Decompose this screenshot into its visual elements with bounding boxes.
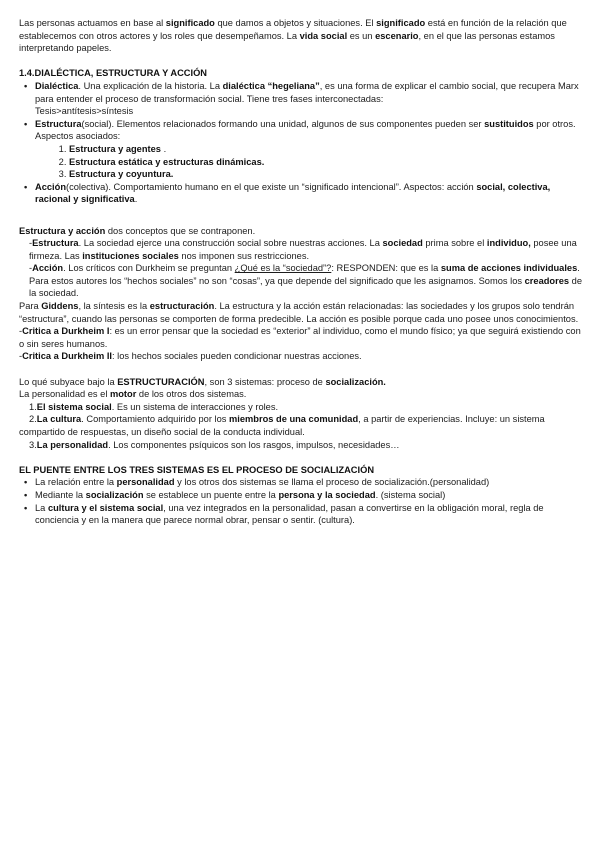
text: (social). Elementos relacionados formando una unidad, algunos de sus componentes pueden ser xyxy=(81,118,485,129)
list-item xyxy=(69,143,585,156)
bold-term: Giddens xyxy=(41,301,79,312)
bold-term: socialización xyxy=(85,489,144,500)
text: es un xyxy=(347,30,376,41)
text: , una vez integrados en la personalidad, pasan a convertirse en la obligación moral, regla de conciencia y en la manera que parece normal obrar, pensar o sentir. (cultura). xyxy=(35,502,544,526)
bold-term: Acción xyxy=(35,181,66,192)
item-number: 2. xyxy=(29,414,37,425)
bold-term: significado xyxy=(165,18,215,28)
bold-term: ESTRUCTURACIÓN xyxy=(117,376,205,387)
bold-term: sustituidos xyxy=(484,118,534,129)
text: nos imponen sus restricciones. xyxy=(178,250,310,261)
bold-term: creadores xyxy=(524,275,570,286)
paragraph-giddens xyxy=(19,300,585,325)
text: La xyxy=(35,502,48,513)
bold-term: escenario xyxy=(375,30,419,41)
text: . xyxy=(134,194,138,205)
text: : los hechos sociales pueden condicionar nuestras acciones. xyxy=(112,351,362,362)
paragraph xyxy=(19,225,585,238)
text: Las personas actuamos en base al xyxy=(19,18,166,28)
text: La personalidad es el xyxy=(19,389,110,400)
text: : es un error pensar que la sociedad es “exterior” al individuo, como el mundo físico; ya que seguirá existiendo con o sin seres humanos. xyxy=(19,326,581,349)
text: y los otros dos sistemas se llama el proceso de socialización.(personalidad) xyxy=(174,477,490,488)
bold-term: Acción xyxy=(32,263,64,274)
text: . Una explicación de la historia. La xyxy=(78,80,223,91)
paragraph-estructuracion xyxy=(19,376,585,389)
list-item-personalidad xyxy=(19,439,585,452)
text: , es una forma de explicar el cambio social, que recupera Marx para entender el proceso de transformación social. Tiene tres fases interconectadas: xyxy=(35,80,579,104)
bold-term: individuo, xyxy=(486,238,531,249)
text: de los otros dos sistemas. xyxy=(136,389,247,400)
underlined-question: ¿Qué es la “sociedad”? xyxy=(234,263,332,274)
intro-paragraph xyxy=(19,17,585,55)
text: , la síntesis es la xyxy=(78,301,150,312)
text: . La sociedad ejerce una construcción social sobre nuestras acciones. La xyxy=(78,238,383,249)
text: se establece un puente entre la xyxy=(143,489,279,500)
list-item-cultura xyxy=(19,413,585,438)
list-item-estructura xyxy=(19,118,585,181)
text: Lo qué subyace bajo la xyxy=(19,376,118,387)
bold-term: vida social xyxy=(299,30,348,41)
bold-term: instituciones sociales xyxy=(82,250,179,261)
section-heading-dialectica: 1.4.DIALÉCTICA, ESTRUCTURA Y ACCIÓN xyxy=(19,68,208,79)
numbered-list xyxy=(35,143,585,181)
bold-term: La personalidad xyxy=(36,439,109,450)
text: . (sistema social) xyxy=(375,489,446,500)
text: que damos a objetos y situaciones. El xyxy=(214,18,377,28)
text: dos conceptos que se contraponen. xyxy=(105,225,256,236)
bold-term: estructuración xyxy=(149,301,215,312)
text: . Es un sistema de interacciones y roles. xyxy=(111,401,279,412)
bold-term: social, colectiva, racional y significativa xyxy=(35,181,551,205)
bold-term: La cultura xyxy=(36,414,82,425)
text: . La estructura y la acción están relacionadas: las sociedades y los grupos solo tendrán “estructura”, cuando las personas se comporten de forma predecible. La acción es posible porque cada uno posee unos conocimientos. xyxy=(19,301,579,324)
bold-term: persona y la sociedad xyxy=(278,489,376,500)
text: , en el que las personas estamos interpretando papeles. xyxy=(19,30,555,54)
bullet-list xyxy=(19,80,585,206)
text: (colectiva). Comportamiento humano en el que existe un “significado intencional”. Aspectos: acción xyxy=(66,181,477,192)
list-item xyxy=(19,489,585,502)
bold-term: sociedad xyxy=(382,238,423,249)
text: posee una firmeza. Las xyxy=(29,238,577,261)
paragraph-estructura: -Estructura. La sociedad ejerce una construcción social sobre nuestras acciones. La sociedad prima sobre el individuo, posee una firmeza. Las instituciones sociales nos imponen sus restricciones. xyxy=(29,238,577,261)
text: . Los críticos con Durkheim se preguntan xyxy=(63,263,235,274)
bold-term: Estructura xyxy=(35,118,82,129)
item-number: 3. xyxy=(29,439,37,450)
bold-term: El sistema social xyxy=(36,401,112,412)
paragraph-critica-1: -Critica a Durkheim I: es un error pensar que la sociedad es “exterior” al individuo, como el mundo físico; ya que seguirá existiendo con o sin seres humanos. xyxy=(19,326,581,349)
text: , a partir de experiencias. Incluye: un sistema compartido de respuestas, un diseño social de la conducta individual. xyxy=(19,414,545,437)
list-item-sistema-social xyxy=(19,401,585,414)
bold-term: Estructura xyxy=(32,238,79,249)
list-item xyxy=(19,476,585,489)
list-item-dialectica xyxy=(19,80,585,118)
list-item xyxy=(69,168,585,181)
bold-term: motor xyxy=(109,389,137,400)
text: de la sociedad. xyxy=(29,275,582,299)
text: Tesis>antítesis>síntesis xyxy=(35,106,134,117)
bold-term: miembros de una comunidad xyxy=(229,414,359,425)
bold-term: Estructura y acción xyxy=(19,225,106,236)
text: prima sobre el xyxy=(422,238,487,249)
bold-term: socialización. xyxy=(325,376,386,387)
section-heading-socializacion: EL PUENTE ENTRE LOS TRES SISTEMAS ES EL PROCESO DE SOCIALIZACIÓN xyxy=(19,464,375,475)
list-item xyxy=(19,502,585,527)
text: . xyxy=(160,143,167,154)
text: por otros. Aspectos asociados: xyxy=(35,118,576,142)
bold-term: Estructura y coyuntura. xyxy=(69,169,174,180)
text: está en función de la relación que establecemos con otros actores y los roles que desempeñamos. La xyxy=(19,18,567,41)
bold-term: personalidad xyxy=(116,477,175,488)
list-item-accion xyxy=(19,181,585,206)
paragraph-critica-2: -Critica a Durkheim II: los hechos sociales pueden condicionar nuestras acciones. xyxy=(19,351,362,362)
text: La relación entre la xyxy=(35,477,117,488)
bold-term: Dialéctica xyxy=(35,80,79,91)
bold-term: Critica a Durkheim I xyxy=(22,326,110,337)
bold-term: suma de acciones individuales xyxy=(440,263,578,274)
bold-term: dialéctica “hegeliana” xyxy=(222,80,320,91)
text: . Para estos autores los “hechos sociales” no son “cosas”, ya que depende del significado que les asignamos. Somos los xyxy=(29,263,580,286)
text: Mediante la xyxy=(35,489,86,500)
bold-term: cultura y el sistema social xyxy=(47,502,164,513)
text: : RESPONDEN: que es la xyxy=(331,263,441,274)
paragraph-accion: -Acción. Los críticos con Durkheim se preguntan ¿Qué es la “sociedad”?: RESPONDEN: que es la suma de acciones individuales. Para estos autores los “hechos sociales” no son “cosas”, ya que depende del significado que les asignamos. Somos los creadores de la sociedad. xyxy=(29,263,582,299)
bold-term: significado xyxy=(376,18,426,28)
bold-term: Critica a Durkheim II xyxy=(22,351,113,362)
document-page xyxy=(19,17,585,527)
text: , son 3 sistemas: proceso de xyxy=(204,376,326,387)
text: . Los componentes psíquicos son los rasgos, impulsos, necesidades… xyxy=(108,439,400,450)
list-item xyxy=(69,156,585,169)
text: . Comportamiento adquirido por los xyxy=(81,414,229,425)
item-number: 1. xyxy=(29,401,37,412)
bold-term: Estructura y agentes xyxy=(69,143,161,154)
text: Para xyxy=(19,301,42,312)
bullet-list xyxy=(19,476,585,526)
bold-term: Estructura estática y estructuras dinámicas. xyxy=(69,156,265,167)
paragraph-personalidad xyxy=(19,388,585,401)
